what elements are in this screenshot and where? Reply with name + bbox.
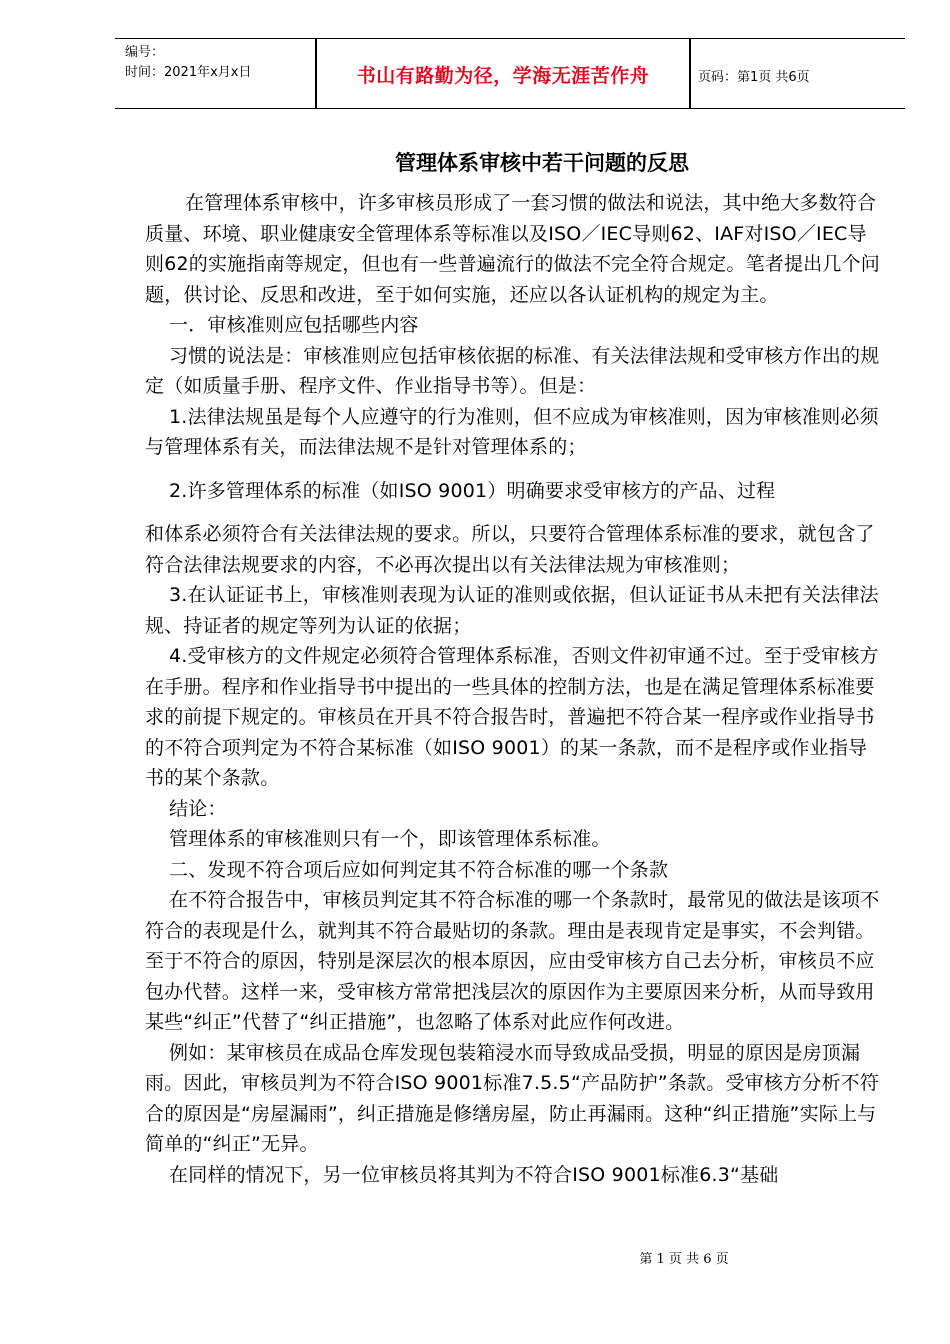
paragraph: 习惯的说法是：审核准则应包括审核依据的标准、有关法律法规和受审核方作出的规定（如质量手册、程序文件、作业指导书等）。但是： (145, 344, 880, 397)
example-paragraph: 例如：某审核员在成品仓库发现包装箱浸水而导致成品受损，明显的原因是房顶漏雨。因此，审核员判为不符合ISO 9001标准7.5.5“产品防护”条款。受审核方分析不符合的原因是“房屋漏雨”，纠正措施是修缮房屋，防止再漏雨。这种“纠正措施”实际上与简单的“纠正”无异。 (145, 1041, 880, 1155)
number-label: 编号： (125, 45, 165, 60)
paragraph: 在不符合报告中，审核员判定其不符合标准的哪一个条款时，最常见的做法是该项不符合的表现是什么，就判其不符合最贴切的条款。理由是表现肯定是事实，不会判错。至于不符合的原因，特别是深层次的根本原因，应由受审核方自己去分析，审核员不应包办代替。这样一来，受审核方常常把浅层次的原因作为主要原因来分析，从而导致用某些“纠正”代替了“纠正措施”，也忽略了体系对此应作何改进。 (145, 889, 880, 1033)
section-heading-2: 二、发现不符合项后应如何判定其不符合标准的哪一个条款 (169, 858, 669, 881)
section-heading-1: 一．审核准则应包括哪些内容 (169, 314, 419, 336)
list-item-3: 3.在认证证书上，审核准则表现为认证的准则或依据，但认证证书从未把有关法律法规、持证者的规定等列为认证的依据； (145, 584, 879, 637)
header-page-info: 页码：第1页 共6页 (698, 70, 810, 85)
list-item-2-continued: 和体系必须符合有关法律法规的要求。所以，只要符合管理体系标准的要求，就包含了符合法律法规要求的内容，不必再次提出以有关法律法规为审核准则； (145, 523, 875, 576)
document-header (115, 38, 905, 109)
list-item-2: 2.许多管理体系的标准（如ISO 9001）明确要求受审核方的产品、过程 (169, 479, 776, 502)
list-item-4: 4.受审核方的文件规定必须符合管理体系标准，否则文件初审通不过。至于受审核方在手册。程序和作业指导书中提出的一些具体的控制方法，也是在满足管理体系标准要求的前提下规定的。审核员在开具不符合报告时，普遍把不符合某一程序或作业指导书的不符合项判定为不符合某标准（如ISO 9001）的某一条款，而不是程序或作业指导书的某个条款。 (145, 645, 879, 789)
time-label: 时间：2021年x月x日 (125, 65, 252, 80)
conclusion-text: 管理体系的审核准则只有一个，即该管理体系标准。 (169, 828, 611, 850)
conclusion-label: 结论： (169, 797, 227, 820)
header-divider (689, 39, 691, 108)
paragraph: 在同样的情况下，另一位审核员将其判为不符合ISO 9001标准6.3“基础 (169, 1163, 779, 1186)
document-body (145, 188, 880, 1190)
header-motto: 书山有路勤为径，学海无涯苦作舟 (356, 65, 650, 87)
intro-paragraph: 在管理体系审核中，许多审核员形成了一套习惯的做法和说法，其中绝大多数符合质量、环境、职业健康安全管理体系等标准以及ISO／IEC导则62、IAF对ISO／IEC导则62的实施指南等规定，但也有一些普遍流行的做法不完全符合规定。笔者提出几个问题，供讨论、反思和改进，至于如何实施，还应以各认证机构的规定为主。 (145, 192, 880, 306)
header-meta (125, 43, 251, 83)
list-item-1: 1.法律法规虽是每个人应遵守的行为准则，但不应成为审核准则，因为审核准则必须与管理体系有关，而法律法规不是针对管理体系的； (145, 405, 879, 458)
page-footer: 第 1 页 共 6 页 (639, 1252, 729, 1267)
document-title: 管理体系审核中若干问题的反思 (395, 150, 689, 175)
